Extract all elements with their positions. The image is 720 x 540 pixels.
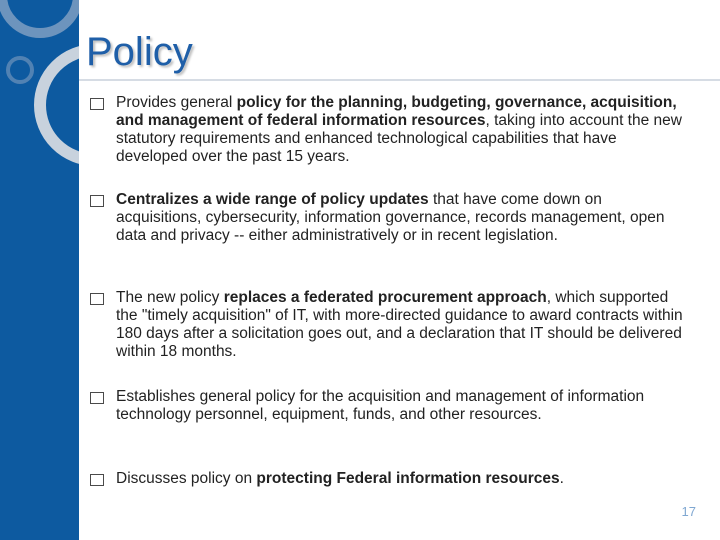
- bullet-bold-run: Centralizes a wide range of policy updates: [116, 191, 429, 208]
- bullet-text-run: that have come down on acquisitions, cybersecurity, information governance, records management, open data and privacy -- either administratively or in recent legislation.: [116, 191, 665, 244]
- bullet-text: [116, 470, 690, 488]
- sidebar-band: [0, 0, 79, 540]
- bullet-item: [90, 191, 690, 245]
- checkbox-bullet-icon: [90, 392, 104, 404]
- bullet-text-run: , which supported the "timely acquisition" of IT, with more-directed guidance to award contracts within 180 days after a solicitation goes out, and a declaration that IT should be delivered within 18 months.: [116, 289, 683, 360]
- bullet-text-run: The new policy: [116, 289, 224, 306]
- bullet-text: [116, 191, 690, 245]
- bullet-item: [90, 388, 690, 424]
- bullet-text: [116, 94, 690, 166]
- title-divider: [79, 79, 720, 81]
- bullet-item: [90, 289, 690, 361]
- decorative-circles: [0, 0, 79, 200]
- bullet-text-run: , taking into account the new statutory requirements and enhanced technological capabilities that have developed over the past 15 years.: [116, 112, 682, 165]
- checkbox-bullet-icon: [90, 98, 104, 110]
- bullet-text-run: Establishes general policy for the acquisition and management of information technology personnel, equipment, funds, and other resources.: [116, 388, 645, 423]
- bullet-text-run: Provides general: [116, 94, 237, 111]
- checkbox-bullet-icon: [90, 195, 104, 207]
- bullet-item: [90, 94, 690, 166]
- bullet-bold-run: replaces a federated procurement approach: [223, 289, 547, 306]
- bullet-bold-run: policy for the planning, budgeting, governance, acquisition, and management of federal information resources: [116, 94, 677, 129]
- bullet-item: [90, 470, 690, 488]
- bullet-text-run: .: [559, 470, 564, 487]
- page-number: 17: [681, 504, 696, 519]
- bullet-bold-run: protecting Federal information resources: [256, 470, 560, 487]
- slide-title: Policy: [86, 30, 193, 74]
- checkbox-bullet-icon: [90, 474, 104, 486]
- bullet-text: [116, 388, 690, 424]
- checkbox-bullet-icon: [90, 293, 104, 305]
- bullet-text-run: Discusses policy on: [116, 470, 257, 487]
- bullet-text: [116, 289, 690, 361]
